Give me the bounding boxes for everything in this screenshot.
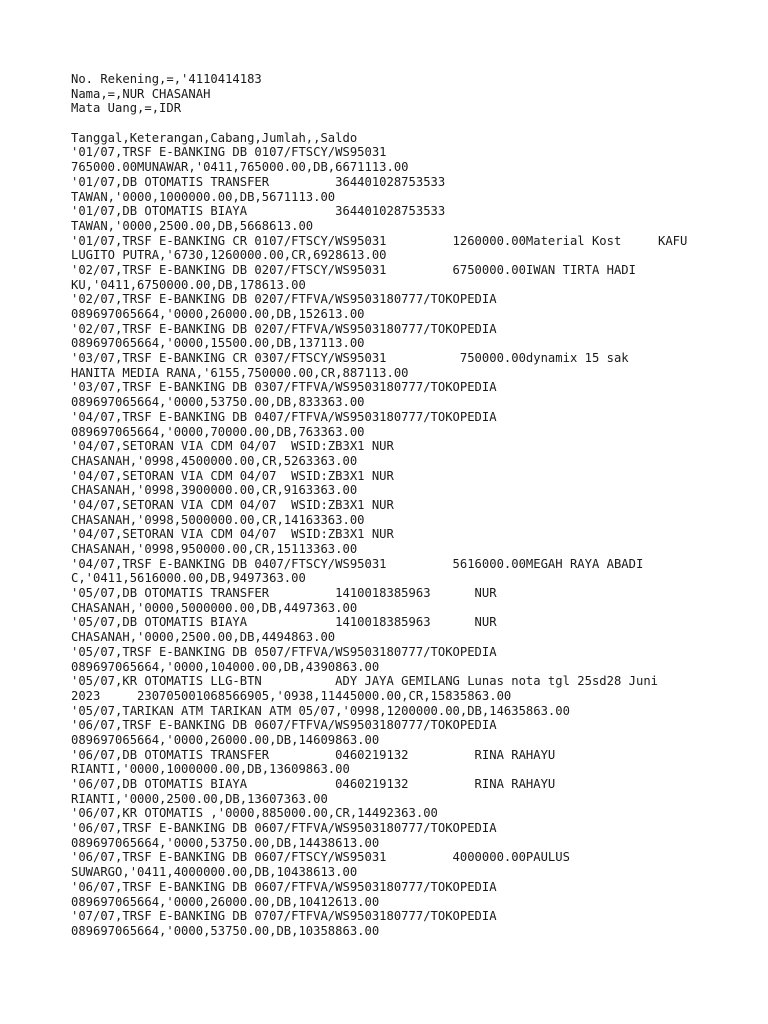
transaction-line: SUWARGO,'0411,4000000.00,DB,10438613.00 xyxy=(71,865,358,880)
currency-line: Mata Uang,=,IDR xyxy=(71,101,182,116)
transaction-line: '03/07,TRSF E-BANKING DB 0307/FTFVA/WS9503180777/TOKOPEDIA xyxy=(71,380,497,395)
transaction-line: LUGITO PUTRA,'6730,1260000.00,CR,6928613.00 xyxy=(71,248,387,263)
transaction-line: 089697065664,'0000,26000.00,DB,14609863.00 xyxy=(71,732,380,747)
transaction-line: '06/07,TRSF E-BANKING DB 0607/FTFVA/WS9503180777/TOKOPEDIA xyxy=(71,879,497,894)
transaction-line: '02/07,TRSF E-BANKING DB 0207/FTSCY/WS95031 6750000.00IWAN TIRTA HADI xyxy=(71,262,636,277)
transaction-line: '06/07,DB OTOMATIS BIAYA 0460219132 RINA RAHAYU xyxy=(71,777,556,791)
transaction-line: '04/07,TRSF E-BANKING DB 0407/FTFVA/WS9503180777/TOKOPEDIA xyxy=(71,409,497,424)
transaction-line: CHASANAH,'0998,4500000.00,CR,5263363.00 xyxy=(71,453,358,468)
transaction-line: '05/07,DB OTOMATIS BIAYA 1410018385963 NUR xyxy=(71,615,497,630)
account-name-line: Nama,=,NUR CHASANAH xyxy=(71,86,211,101)
transaction-line: '05/07,DB OTOMATIS TRANSFER 1410018385963 NUR xyxy=(71,586,497,601)
transaction-line: '02/07,TRSF E-BANKING DB 0207/FTFVA/WS9503180777/TOKOPEDIA xyxy=(71,292,497,307)
transaction-line: '01/07,DB OTOMATIS TRANSFER 364401028753533 xyxy=(71,174,446,189)
transaction-line: 089697065664,'0000,53750.00,DB,833363.00 xyxy=(71,395,365,410)
transaction-line: 2023 230705001068566905,'0938,11445000.00,CR,15835863.00 xyxy=(71,688,512,703)
transaction-line: 089697065664,'0000,53750.00,DB,14438613.00 xyxy=(71,835,380,850)
transaction-line: '04/07,SETORAN VIA CDM 04/07 WSID:ZB3X1 NUR xyxy=(71,468,394,483)
transaction-line: RIANTI,'0000,2500.00,DB,13607363.00 xyxy=(71,791,328,806)
transaction-line: CHASANAH,'0998,3900000.00,CR,9163363.00 xyxy=(71,483,358,498)
transaction-line: '02/07,TRSF E-BANKING DB 0207/FTFVA/WS9503180777/TOKOPEDIA xyxy=(71,321,497,336)
transaction-line: 089697065664,'0000,70000.00,DB,763363.00 xyxy=(71,424,365,439)
transaction-line: '04/07,TRSF E-BANKING DB 0407/FTSCY/WS95031 5616000.00MEGAH RAYA ABADI xyxy=(71,556,644,571)
transaction-line: '01/07,TRSF E-BANKING DB 0107/FTSCY/WS95031 xyxy=(71,145,387,160)
transaction-line: TAWAN,'0000,1000000.00,DB,5671113.00 xyxy=(71,189,336,204)
transaction-line: '06/07,TRSF E-BANKING DB 0607/FTFVA/WS9503180777/TOKOPEDIA xyxy=(71,821,497,836)
transaction-line: '01/07,DB OTOMATIS BIAYA 364401028753533 xyxy=(71,204,446,219)
transaction-line: '04/07,SETORAN VIA CDM 04/07 WSID:ZB3X1 NUR xyxy=(71,527,394,542)
transaction-line: 089697065664,'0000,26000.00,DB,10412613.00 xyxy=(71,894,380,909)
transaction-line: HANITA MEDIA RANA,'6155,750000.00,CR,887113.00 xyxy=(71,365,409,380)
transaction-line: '04/07,SETORAN VIA CDM 04/07 WSID:ZB3X1 NUR xyxy=(71,439,394,454)
transaction-lines xyxy=(71,145,761,938)
transaction-line: '05/07,KR OTOMATIS LLG-BTN ADY JAYA GEMILANG Lunas nota tgl 25sd28 Juni xyxy=(71,674,658,689)
transaction-line: 765000.00MUNAWAR,'0411,765000.00,DB,6671113.00 xyxy=(71,160,409,175)
transaction-line: 089697065664,'0000,26000.00,DB,152613.00 xyxy=(71,307,365,321)
transaction-line: '06/07,DB OTOMATIS TRANSFER 0460219132 RINA RAHAYU xyxy=(71,747,556,762)
transaction-line: CHASANAH,'0998,5000000.00,CR,14163363.00 xyxy=(71,512,365,527)
transaction-line: '01/07,TRSF E-BANKING CR 0107/FTSCY/WS95031 1260000.00Material Kost KAFU xyxy=(71,233,688,248)
account-number-line: No. Rekening,=,'4110414183 xyxy=(71,72,262,86)
transaction-line: '07/07,TRSF E-BANKING DB 0707/FTFVA/WS9503180777/TOKOPEDIA xyxy=(71,909,497,924)
column-header-line: Tanggal,Keterangan,Cabang,Jumlah,,Saldo xyxy=(71,130,358,145)
transaction-line: 089697065664,'0000,53750.00,DB,10358863.00 xyxy=(71,923,380,938)
statement-document xyxy=(71,72,761,939)
transaction-line: 089697065664,'0000,104000.00,DB,4390863.00 xyxy=(71,659,380,674)
transaction-line: CHASANAH,'0000,5000000.00,DB,4497363.00 xyxy=(71,600,358,615)
transaction-line: CHASANAH,'0998,950000.00,CR,15113363.00 xyxy=(71,542,358,556)
transaction-line: '04/07,SETORAN VIA CDM 04/07 WSID:ZB3X1 NUR xyxy=(71,497,394,512)
transaction-line: '03/07,TRSF E-BANKING CR 0307/FTSCY/WS95031 750000.00dynamix 15 sak xyxy=(71,351,629,366)
transaction-line: '06/07,TRSF E-BANKING DB 0607/FTSCY/WS95031 4000000.00PAULUS xyxy=(71,850,570,865)
transaction-line: 089697065664,'0000,15500.00,DB,137113.00 xyxy=(71,336,365,351)
transaction-line: '05/07,TRSF E-BANKING DB 0507/FTFVA/WS9503180777/TOKOPEDIA xyxy=(71,644,497,659)
transaction-line: TAWAN,'0000,2500.00,DB,5668613.00 xyxy=(71,218,314,233)
transaction-line: '06/07,KR OTOMATIS ,'0000,885000.00,CR,14492363.00 xyxy=(71,806,438,821)
transaction-line: '05/07,TARIKAN ATM TARIKAN ATM 05/07,'0998,1200000.00,DB,14635863.00 xyxy=(71,703,570,718)
transaction-line: CHASANAH,'0000,2500.00,DB,4494863.00 xyxy=(71,630,336,645)
transaction-line: C,'0411,5616000.00,DB,9497363.00 xyxy=(71,571,306,586)
transaction-line: '06/07,TRSF E-BANKING DB 0607/FTFVA/WS9503180777/TOKOPEDIA xyxy=(71,718,497,733)
transaction-line: KU,'0411,6750000.00,DB,178613.00 xyxy=(71,277,306,292)
transaction-line: RIANTI,'0000,1000000.00,DB,13609863.00 xyxy=(71,762,350,777)
blank-line xyxy=(71,116,761,131)
